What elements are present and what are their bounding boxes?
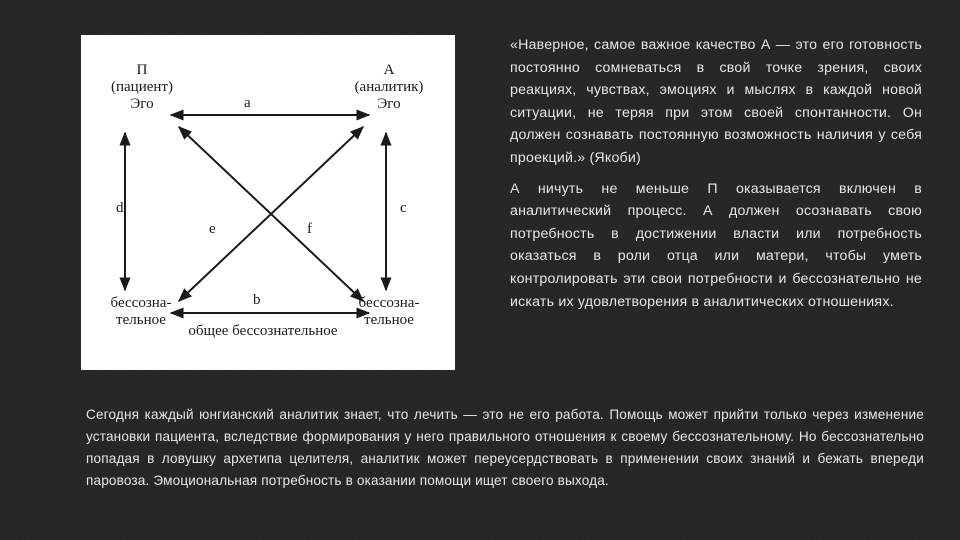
shared-unconscious-label: общее бессознательное <box>188 323 338 339</box>
patient-ego: Эго <box>130 96 154 112</box>
edge-f-label: f <box>307 221 312 237</box>
quote-paragraph-2: А ничуть не меньше П оказывается включен в аналитический процесс. А должен осознавать свою потребность в достижении власти или потребность оказаться в роли отца или матери, чтобы уметь контролировать эти свои потребности и бессознательно не искать их удовлетворения в аналитических отношениях. <box>510 180 922 310</box>
analyst-role: (аналитик) <box>354 79 424 95</box>
diagram-figure <box>81 35 455 370</box>
bottom-paragraph: Сегодня каждый юнгианский аналитик знает, что лечить — это не его работа. Помощь может прийти только через изменение установки пациента, вследствие формирования у него правильного отношения к своему бессознательному. Но бессознательно попадая в ловушку архетипа целителя, аналитик может переусердствовать в применении своих знаний и бежать впереди паровоза. Эмоциональная потребность в оказании помощи ищет своего выхода. <box>86 407 924 488</box>
analyst-letter: А <box>383 62 395 78</box>
quote-paragraph-1: «Наверное, самое важное качество А — это его готовность постоянно сомневаться в свой точке зрения, своих реакциях, чувствах, эмоциях и мыслях в каждой новой ситуации, не теряя при этом своей спонтанности. Он должен сознавать постоянную возможность наличия у себя проекций.» (Якоби) <box>510 37 922 166</box>
analyst-node <box>344 62 434 113</box>
unconscious-left-line1: бессозна- <box>110 295 172 311</box>
patient-role: (пациент) <box>111 79 173 95</box>
edge-e-label: e <box>209 221 216 237</box>
analyst-ego: Эго <box>377 96 401 112</box>
quote-block <box>510 34 922 321</box>
edge-d-label: d <box>116 200 124 216</box>
unconscious-right-line1: бессозна- <box>358 295 420 311</box>
patient-node <box>102 62 182 113</box>
edge-a-label: a <box>244 95 251 111</box>
edge-c-label: c <box>400 200 407 216</box>
patient-letter: П <box>136 62 148 78</box>
unconscious-left-line2: тельное <box>116 312 166 328</box>
edge-b-label: b <box>253 292 261 308</box>
unconscious-right-line2: тельное <box>364 312 414 328</box>
